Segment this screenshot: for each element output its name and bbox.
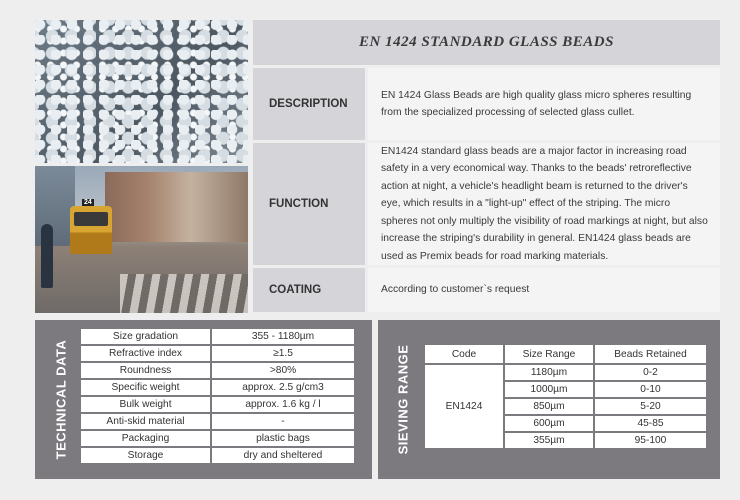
- size-range-cell: 600µm: [505, 416, 593, 431]
- table-row: [81, 380, 354, 395]
- property-value: -: [212, 414, 354, 429]
- coating-label: COATING: [269, 284, 322, 296]
- table-row: [81, 363, 354, 378]
- tram-window: [74, 212, 108, 226]
- property-value: >80%: [212, 363, 354, 378]
- property-name: Anti-skid material: [81, 414, 210, 429]
- technical-data-table: [79, 327, 356, 465]
- column-header-beads-retained: Beads Retained: [595, 345, 706, 363]
- code-cell: EN1424: [425, 365, 503, 448]
- technical-data-label: TECHNICAL DATA: [53, 339, 69, 460]
- property-name: Packaging: [81, 431, 210, 446]
- beads-retained-cell: 0-2: [595, 365, 706, 380]
- description-label: DESCRIPTION: [269, 98, 348, 110]
- tram-street-photo: [35, 166, 248, 313]
- table-row: [425, 365, 706, 380]
- size-range-cell: 850µm: [505, 399, 593, 414]
- description-label-cell: [253, 68, 365, 140]
- table-row: [81, 329, 354, 344]
- sieving-range-table: [423, 343, 708, 450]
- property-name: Specific weight: [81, 380, 210, 395]
- table-row: [81, 414, 354, 429]
- property-value: approx. 1.6 kg / l: [212, 397, 354, 412]
- size-range-cell: 1180µm: [505, 365, 593, 380]
- beads-retained-cell: 45-85: [595, 416, 706, 431]
- sieving-range-label: SIEVING RANGE: [395, 344, 411, 455]
- sieving-range-panel: [378, 320, 720, 479]
- coating-text-cell: [368, 268, 720, 312]
- property-name: Refractive index: [81, 346, 210, 361]
- beads-retained-cell: 95-100: [595, 433, 706, 448]
- table-row: [81, 346, 354, 361]
- property-name: Storage: [81, 448, 210, 463]
- coating-text: According to customer`s request: [381, 284, 530, 296]
- zebra-crossing: [120, 274, 248, 313]
- beads-retained-cell: 0-10: [595, 382, 706, 397]
- technical-data-panel: [35, 320, 372, 479]
- property-name: Roundness: [81, 363, 210, 378]
- title-box: [253, 20, 720, 65]
- function-text-cell: [368, 143, 720, 265]
- property-value: plastic bags: [212, 431, 354, 446]
- glass-beads-photo: [35, 20, 248, 163]
- table-row: [81, 448, 354, 463]
- beads-retained-cell: 5-20: [595, 399, 706, 414]
- tram: [70, 199, 112, 254]
- property-value: 355 - 1180µm: [212, 329, 354, 344]
- property-value: dry and sheltered: [212, 448, 354, 463]
- function-label-cell: [253, 143, 365, 265]
- property-name: Size gradation: [81, 329, 210, 344]
- tram-number: 24: [84, 199, 92, 206]
- property-name: Bulk weight: [81, 397, 210, 412]
- table-row: [81, 397, 354, 412]
- table-row: [81, 431, 354, 446]
- building: [105, 172, 248, 242]
- property-value: approx. 2.5 g/cm3: [212, 380, 354, 395]
- function-text: EN1424 standard glass beads are a major factor in increasing road safety in a very economical way. Thanks to the beads' retroreflective action at night, a vehicle's headlight beam is returned to the driver's eye, which results in a "light-up" effect of the striping. The micro spheres not only multiply the visibility of road markings at night, but also increase the striping's durability in general. EN1424 glass beads are used as Premix beads for road marking materials.: [381, 146, 708, 262]
- column-header-code: Code: [425, 345, 503, 363]
- property-value: ≥1.5: [212, 346, 354, 361]
- description-text: EN 1424 Glass Beads are high quality glass micro spheres resulting from the specialized processing of selected glass cullet.: [381, 89, 692, 118]
- description-text-cell: [368, 68, 720, 140]
- page-title: EN 1424 STANDARD GLASS BEADS: [359, 34, 614, 50]
- function-label: FUNCTION: [269, 198, 329, 210]
- person: [41, 224, 53, 288]
- size-range-cell: 355µm: [505, 433, 593, 448]
- size-range-cell: 1000µm: [505, 382, 593, 397]
- column-header-size-range: Size Range: [505, 345, 593, 363]
- coating-label-cell: [253, 268, 365, 312]
